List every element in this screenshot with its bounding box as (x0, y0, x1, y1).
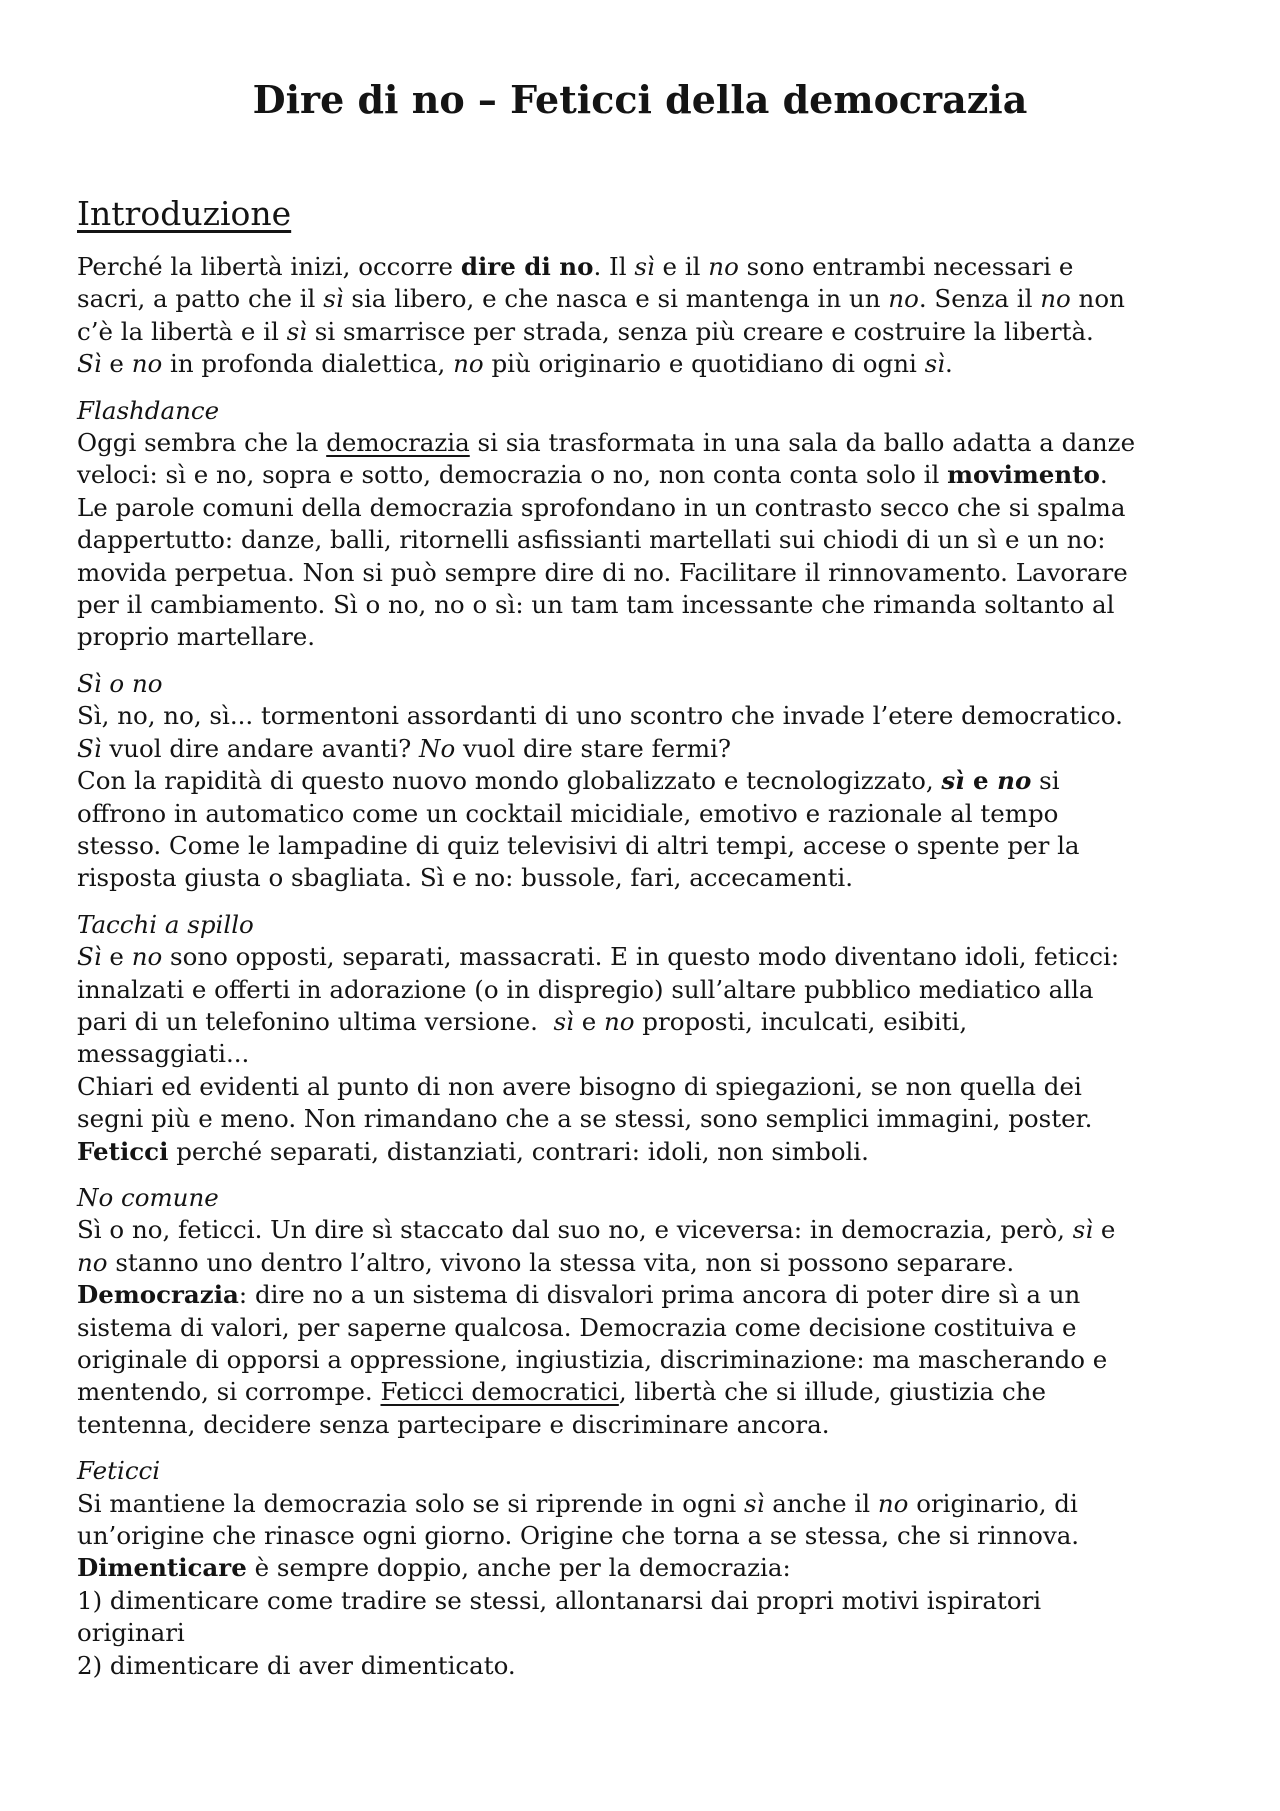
italic-text: no (453, 349, 484, 379)
underlined-text: democrazia (326, 428, 470, 458)
text-line (77, 765, 1227, 797)
text-line (77, 733, 1227, 765)
italic-text: sì (286, 316, 307, 346)
text-run: Si mantiene la democrazia solo se si riprende in ogni (77, 1488, 745, 1518)
text-line (77, 1376, 1227, 1408)
bold-text: dire di no (460, 252, 594, 281)
section-heading-introduzione: Introduzione (77, 194, 292, 233)
text-run: : dire no a un sistema di disvalori prima ancora di poter dire sì a un (238, 1280, 1081, 1310)
text-line: tentenna, decidere senza partecipare e discriminare ancora. (77, 1409, 830, 1439)
text-run: sia libero, e che nasca e si mantenga in un (343, 284, 889, 314)
no-comune-section (77, 1182, 1227, 1441)
italic-text: No (419, 733, 456, 763)
italic-text: sì (323, 284, 344, 314)
text-run: veloci: sì e no, sopra e sotto, democrazia o no, non conta conta solo il (77, 460, 948, 490)
italic-text: no (131, 942, 163, 972)
text-line: innalzati e offerti in adorazione (o in dispregio) sull’altare pubblico mediatico alla (77, 974, 1094, 1004)
text-run: vuol dire andare avanti? (101, 733, 420, 763)
italic-text: no (877, 1488, 909, 1518)
italic-text: no (888, 284, 919, 314)
text-run: non (1070, 284, 1125, 314)
text-run: stanno uno dentro l’altro, vivono la stessa vita, non si possono separare. (107, 1247, 1015, 1277)
text-line: originale di opporsi a oppressione, ingiustizia, discriminazione: ma mascherando e (77, 1345, 1108, 1374)
text-line (77, 1488, 1227, 1520)
text-run: e (1093, 1215, 1116, 1245)
text-run: e il (654, 252, 709, 281)
text-line: dappertutto: danze, balli, ritornelli asfissianti martellati sui chiodi di un sì e un no: (77, 525, 1106, 555)
italic-text: sì (924, 349, 946, 379)
text-line: originari (77, 1618, 185, 1648)
italic-text: sì (634, 252, 655, 281)
text-run: vuol dire stare fermi? (455, 733, 732, 763)
text-line: proprio martellare. (77, 622, 316, 652)
list-item: 1) dimenticare come tradire se stessi, allontanarsi dai propri motivi ispiratori (77, 1585, 1042, 1615)
document-title: Dire di no – Feticci della democrazia (252, 77, 1028, 122)
text-line (77, 1552, 1227, 1584)
text-run: , libertà che si illude, giustizia che (618, 1377, 1046, 1407)
text-line: risposta giusta o sbagliata. Sì e no: bussole, fari, accecamenti. (77, 863, 854, 893)
italic-text: sì (553, 1006, 574, 1036)
document-body (77, 251, 1227, 1696)
text-line (77, 283, 1227, 315)
text-line: stesso. Come le lampadine di quiz televisivi di altri tempi, accese o spente per la (77, 830, 1080, 860)
text-run: sono opposti, separati, massacrati. E in questo modo diventano idoli, feticci: (162, 942, 1120, 972)
text-line: un’origine che rinasce ogni giorno. Origine che torna a se stessa, che si rinnova. (77, 1521, 1080, 1551)
text-run: Perché la libertà inizi, occorre (77, 252, 461, 281)
text-line (77, 1247, 1227, 1279)
bold-italic-text: sì (941, 766, 965, 796)
subheading-feticci: Feticci (77, 1456, 161, 1486)
text-line: Le parole comuni della democrazia sprofondano in un contrasto secco che si spalma (77, 492, 1126, 522)
italic-text: sì (1072, 1215, 1094, 1245)
bold-text: e (964, 766, 998, 796)
text-line: per il cambiamento. Sì o no, no o sì: un tam tam incessante che rimanda soltanto al (77, 590, 1115, 620)
intro-paragraph (77, 251, 1227, 381)
text-run: e (101, 349, 132, 379)
bold-text: movimento (947, 460, 1100, 490)
text-line: messaggiati... (77, 1039, 250, 1069)
italic-text: Sì (77, 733, 102, 763)
subheading-tacchi-a-spillo: Tacchi a spillo (77, 909, 254, 939)
text-run: Con la rapidità di questo nuovo mondo globalizzato e tecnologizzato, (77, 766, 942, 796)
text-line (77, 251, 1227, 283)
text-line (77, 1279, 1227, 1311)
text-line (77, 427, 1227, 459)
subheading-flashdance: Flashdance (77, 395, 220, 425)
text-run: è sempre doppio, anche per la democrazia: (246, 1553, 791, 1583)
text-run: si (1031, 766, 1060, 796)
italic-text: Sì (77, 942, 102, 972)
italic-text: no (708, 252, 739, 281)
text-run: Oggi sembra che la (77, 428, 327, 458)
subheading-no-comune: No comune (77, 1182, 219, 1212)
text-line (77, 1006, 1227, 1038)
text-line: sistema di valori, per saperne qualcosa. Democrazia come decisione costituiva e (77, 1312, 1077, 1342)
text-line (77, 459, 1227, 491)
bold-text: Democrazia (77, 1280, 239, 1310)
tacchi-a-spillo-section (77, 909, 1227, 1168)
text-run: mentendo, si corrompe. (77, 1377, 381, 1407)
text-run: proposti, inculcati, esibiti, (634, 1006, 968, 1036)
text-line: Chiari ed evidenti al punto di non avere bisogno di spiegazioni, se non quella dei (77, 1071, 1082, 1101)
italic-text: no (131, 349, 163, 379)
text-run: . Senza il (918, 284, 1041, 314)
text-run: sacri, a patto che il (77, 284, 324, 314)
text-run: Sì o no, feticci. Un dire sì staccato dal suo no, e viceversa: in democrazia, però, (77, 1215, 1073, 1245)
text-run: e (573, 1006, 604, 1036)
text-line (77, 348, 1227, 380)
text-run: più originario e quotidiano di ogni (483, 349, 925, 379)
text-run: perché separati, distanziati, contrari: idoli, non simboli. (168, 1136, 869, 1166)
italic-text: sì (744, 1488, 765, 1518)
italic-text: no (77, 1247, 108, 1277)
italic-text: Sì (77, 349, 102, 379)
italic-text: no (1040, 284, 1071, 314)
text-line (77, 316, 1227, 348)
text-line: Sì, no, no, sì... tormentoni assordanti di uno scontro che invade l’etere democratico. (77, 701, 1123, 731)
text-line: segni più e meno. Non rimandano che a se stessi, sono semplici immagini, poster. (77, 1104, 1093, 1134)
text-run: . (945, 349, 953, 379)
text-line: offrono in automatico come un cocktail micidiale, emotivo e razionale al tempo (77, 798, 1059, 828)
italic-text: no (603, 1006, 635, 1036)
text-run: si sia trasformata in una sala da ballo adatta a danze (469, 428, 1136, 458)
si-o-no-section (77, 668, 1227, 895)
text-run: sono entrambi necessari e (738, 252, 1074, 281)
text-run: originario, di (908, 1488, 1078, 1518)
text-run: e (101, 942, 132, 972)
subheading-si-o-no: Sì o no (77, 668, 163, 698)
underlined-text: Feticci democratici (380, 1377, 619, 1407)
text-run: si smarrisce per strada, senza più creare e costruire la libertà. (307, 316, 1094, 346)
text-run: in profonda dialettica, (162, 349, 454, 379)
text-run: anche il (764, 1488, 878, 1518)
text-line (77, 941, 1227, 973)
text-line (77, 1214, 1227, 1246)
bold-italic-text: no (997, 766, 1032, 796)
list-item: 2) dimenticare di aver dimenticato. (77, 1650, 516, 1680)
bold-text: Dimenticare (77, 1553, 247, 1583)
text-line: movida perpetua. Non si può sempre dire di no. Facilitare il rinnovamento. Lavorare (77, 557, 1128, 587)
text-run: . (1099, 460, 1108, 490)
text-run: pari di un telefonino ultima versione. (77, 1006, 554, 1036)
bold-text: Feticci (77, 1136, 169, 1166)
text-run: . Il (593, 252, 635, 281)
flashdance-section (77, 395, 1227, 654)
text-line (77, 1136, 1227, 1168)
feticci-section (77, 1455, 1227, 1682)
text-run: c’è la libertà e il (77, 316, 287, 346)
